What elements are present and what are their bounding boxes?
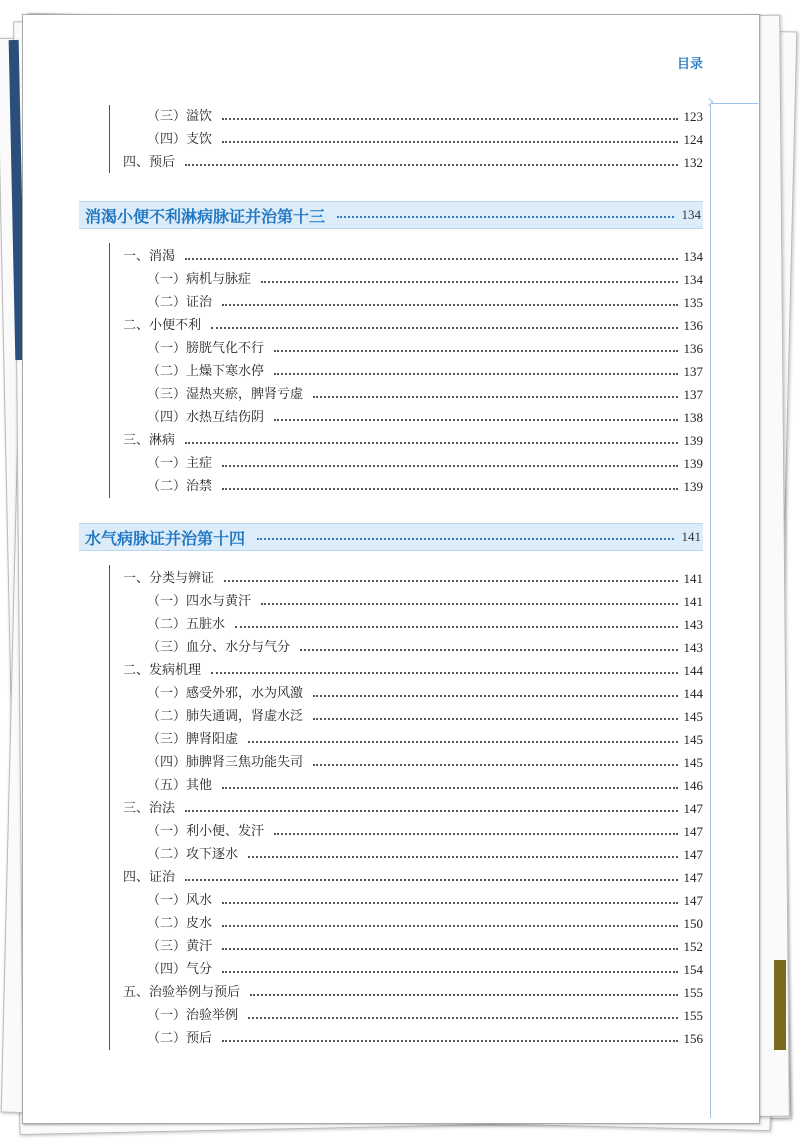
dot-leader bbox=[222, 141, 677, 143]
dot-leader bbox=[211, 672, 677, 674]
toc-subsection-entry[interactable] bbox=[147, 753, 703, 773]
toc-subsection-entry[interactable] bbox=[147, 707, 703, 727]
toc-subsection-entry[interactable] bbox=[147, 730, 703, 750]
running-head: 目录 bbox=[676, 57, 703, 72]
page-number: 147 bbox=[683, 847, 703, 862]
entry-label: （四）水热互结伤阴 bbox=[147, 410, 265, 425]
toc-subsection-entry[interactable] bbox=[147, 914, 703, 934]
page-number: 155 bbox=[683, 1008, 703, 1023]
dot-leader bbox=[222, 787, 677, 789]
entry-label: （四）支饮 bbox=[147, 132, 213, 147]
page-number: 134 bbox=[683, 249, 703, 264]
cover-edge bbox=[774, 960, 786, 1050]
page-number: 154 bbox=[683, 962, 703, 977]
dot-leader bbox=[274, 350, 677, 352]
toc-subsection-entry[interactable] bbox=[147, 776, 703, 796]
dot-leader bbox=[248, 1017, 677, 1019]
toc-subsection-entry[interactable] bbox=[147, 270, 703, 290]
page-number: 147 bbox=[683, 870, 703, 885]
dot-leader bbox=[257, 538, 673, 540]
toc-section-entry[interactable] bbox=[123, 247, 703, 267]
dot-leader bbox=[222, 948, 677, 950]
toc-subsection-entry[interactable] bbox=[147, 592, 703, 612]
page-number: 137 bbox=[683, 364, 703, 379]
entry-label: 二、小便不利 bbox=[123, 318, 202, 333]
dot-leader bbox=[222, 465, 677, 467]
toc-section-entry[interactable] bbox=[123, 431, 703, 451]
entry-label: （一）感受外邪，水为风激 bbox=[147, 686, 304, 701]
page-number: 141 bbox=[683, 594, 703, 609]
toc-subsection-entry[interactable] bbox=[147, 684, 703, 704]
page-number: 145 bbox=[683, 732, 703, 747]
toc-subsection-entry[interactable] bbox=[147, 408, 703, 428]
entry-label: （一）膀胱气化不行 bbox=[147, 341, 265, 356]
toc-subsection-entry[interactable] bbox=[147, 107, 703, 127]
dot-leader bbox=[185, 258, 677, 260]
toc-subsection-entry[interactable] bbox=[147, 937, 703, 957]
toc-subsection-entry[interactable] bbox=[147, 1006, 703, 1026]
toc-section-entry[interactable] bbox=[123, 661, 703, 681]
entry-label: （二）治禁 bbox=[147, 479, 213, 494]
entry-label: 三、淋病 bbox=[123, 433, 176, 448]
dot-leader bbox=[300, 649, 677, 651]
entry-label: （三）湿热夹瘀，脾肾亏虚 bbox=[147, 387, 304, 402]
page-number: 123 bbox=[683, 109, 703, 124]
margin-notch bbox=[705, 98, 713, 106]
dot-leader bbox=[222, 1040, 677, 1042]
page-number: 146 bbox=[683, 778, 703, 793]
entry-label: （三）脾肾阳虚 bbox=[147, 732, 239, 747]
toc-subsection-entry[interactable] bbox=[147, 845, 703, 865]
dot-leader bbox=[313, 695, 677, 697]
toc-subsection-entry[interactable] bbox=[147, 960, 703, 980]
entry-label: （一）主症 bbox=[147, 456, 213, 471]
entry-label: （三）溢饮 bbox=[147, 109, 213, 124]
entry-label: 一、消渴 bbox=[123, 249, 176, 264]
page-number: 144 bbox=[683, 663, 703, 678]
toc-subsection-entry[interactable] bbox=[147, 822, 703, 842]
dot-leader bbox=[222, 925, 677, 927]
dot-leader bbox=[313, 718, 677, 720]
dot-leader bbox=[261, 603, 677, 605]
chapter-page-number: 134 bbox=[681, 207, 701, 222]
dot-leader bbox=[185, 442, 677, 444]
entry-label: （二）预后 bbox=[147, 1031, 213, 1046]
dot-leader bbox=[274, 833, 677, 835]
dot-leader bbox=[248, 856, 677, 858]
dot-leader bbox=[337, 216, 673, 218]
entry-label: （二）肺失通调，肾虚水泛 bbox=[147, 709, 304, 724]
toc-section-entry[interactable] bbox=[123, 799, 703, 819]
section-rule bbox=[109, 565, 110, 1050]
toc-subsection-entry[interactable] bbox=[147, 385, 703, 405]
entry-label: （二）上燥下寒水停 bbox=[147, 364, 265, 379]
toc-section-entry[interactable] bbox=[123, 983, 703, 1003]
page-number: 147 bbox=[683, 824, 703, 839]
dot-leader bbox=[224, 580, 677, 582]
page-number: 143 bbox=[683, 640, 703, 655]
entry-label: （三）血分、水分与气分 bbox=[147, 640, 291, 655]
page-number: 139 bbox=[683, 479, 703, 494]
toc-subsection-entry[interactable] bbox=[147, 477, 703, 497]
dot-leader bbox=[222, 118, 677, 120]
entry-label: （一）病机与脉症 bbox=[147, 272, 252, 287]
page-number: 139 bbox=[683, 433, 703, 448]
toc-subsection-entry[interactable] bbox=[147, 130, 703, 150]
page-number: 124 bbox=[683, 132, 703, 147]
margin-rule bbox=[710, 103, 711, 1118]
toc-subsection-entry[interactable] bbox=[147, 638, 703, 658]
dot-leader bbox=[185, 879, 677, 881]
dot-leader bbox=[211, 327, 677, 329]
section-rule bbox=[109, 243, 110, 498]
section-rule bbox=[109, 105, 110, 173]
page-number: 139 bbox=[683, 456, 703, 471]
chapter-title: 消渴小便不利淋病脉证并治第十三 bbox=[85, 206, 326, 226]
toc-section-entry[interactable] bbox=[123, 868, 703, 888]
toc-subsection-entry[interactable] bbox=[147, 454, 703, 474]
dot-leader bbox=[185, 810, 677, 812]
page-number: 147 bbox=[683, 893, 703, 908]
page-number: 137 bbox=[683, 387, 703, 402]
dot-leader bbox=[274, 419, 677, 421]
toc-subsection-entry[interactable] bbox=[147, 362, 703, 382]
entry-label: （一）风水 bbox=[147, 893, 213, 908]
page-number: 144 bbox=[683, 686, 703, 701]
page-number: 147 bbox=[683, 801, 703, 816]
entry-label: （二）攻下逐水 bbox=[147, 847, 239, 862]
dot-leader bbox=[261, 281, 677, 283]
toc-subsection-entry[interactable] bbox=[147, 1029, 703, 1049]
toc-section-entry[interactable] bbox=[123, 316, 703, 336]
dot-leader bbox=[222, 304, 677, 306]
toc-page bbox=[22, 14, 760, 1124]
dot-leader bbox=[222, 971, 677, 973]
entry-label: （二）皮水 bbox=[147, 916, 213, 931]
chapter-page-number: 141 bbox=[681, 529, 701, 544]
page-number: 132 bbox=[683, 155, 703, 170]
entry-label: 二、发病机理 bbox=[123, 663, 202, 678]
margin-rule-tick bbox=[710, 103, 758, 104]
page-number: 145 bbox=[683, 709, 703, 724]
entry-label: 一、分类与辨证 bbox=[123, 571, 215, 586]
dot-leader bbox=[313, 764, 677, 766]
toc-subsection-entry[interactable] bbox=[147, 339, 703, 359]
entry-label: （二）证治 bbox=[147, 295, 213, 310]
entry-label: （四）肺脾肾三焦功能失司 bbox=[147, 755, 304, 770]
toc-chapter-heading[interactable] bbox=[79, 523, 703, 551]
page-number: 156 bbox=[683, 1031, 703, 1046]
dot-leader bbox=[185, 164, 677, 166]
page-number: 150 bbox=[683, 916, 703, 931]
entry-label: （四）气分 bbox=[147, 962, 213, 977]
page-number: 138 bbox=[683, 410, 703, 425]
page-number: 155 bbox=[683, 985, 703, 1000]
entry-label: （二）五脏水 bbox=[147, 617, 226, 632]
page-number: 134 bbox=[683, 272, 703, 287]
toc-section-entry[interactable] bbox=[123, 153, 703, 173]
dot-leader bbox=[222, 902, 677, 904]
page-number: 136 bbox=[683, 318, 703, 333]
entry-label: （五）其他 bbox=[147, 778, 213, 793]
entry-label: （一）四水与黄汗 bbox=[147, 594, 252, 609]
entry-label: 三、治法 bbox=[123, 801, 176, 816]
entry-label: 四、预后 bbox=[123, 155, 176, 170]
toc-chapter-heading[interactable] bbox=[79, 201, 703, 229]
dot-leader bbox=[248, 741, 677, 743]
toc-subsection-entry[interactable] bbox=[147, 293, 703, 313]
entry-label: 五、治验举例与预后 bbox=[123, 985, 241, 1000]
toc-subsection-entry[interactable] bbox=[147, 615, 703, 635]
entry-label: （三）黄汗 bbox=[147, 939, 213, 954]
page-number: 135 bbox=[683, 295, 703, 310]
toc-section-entry[interactable] bbox=[123, 569, 703, 589]
dot-leader bbox=[274, 373, 677, 375]
entry-label: （一）治验举例 bbox=[147, 1008, 239, 1023]
chapter-title: 水气病脉证并治第十四 bbox=[85, 528, 246, 548]
page-number: 136 bbox=[683, 341, 703, 356]
dot-leader bbox=[222, 488, 677, 490]
page-number: 145 bbox=[683, 755, 703, 770]
entry-label: （一）利小便、发汗 bbox=[147, 824, 265, 839]
dot-leader bbox=[250, 994, 677, 996]
dot-leader bbox=[235, 626, 677, 628]
entry-label: 四、证治 bbox=[123, 870, 176, 885]
dot-leader bbox=[313, 396, 677, 398]
page-number: 143 bbox=[683, 617, 703, 632]
toc-subsection-entry[interactable] bbox=[147, 891, 703, 911]
page-number: 152 bbox=[683, 939, 703, 954]
page-number: 141 bbox=[683, 571, 703, 586]
